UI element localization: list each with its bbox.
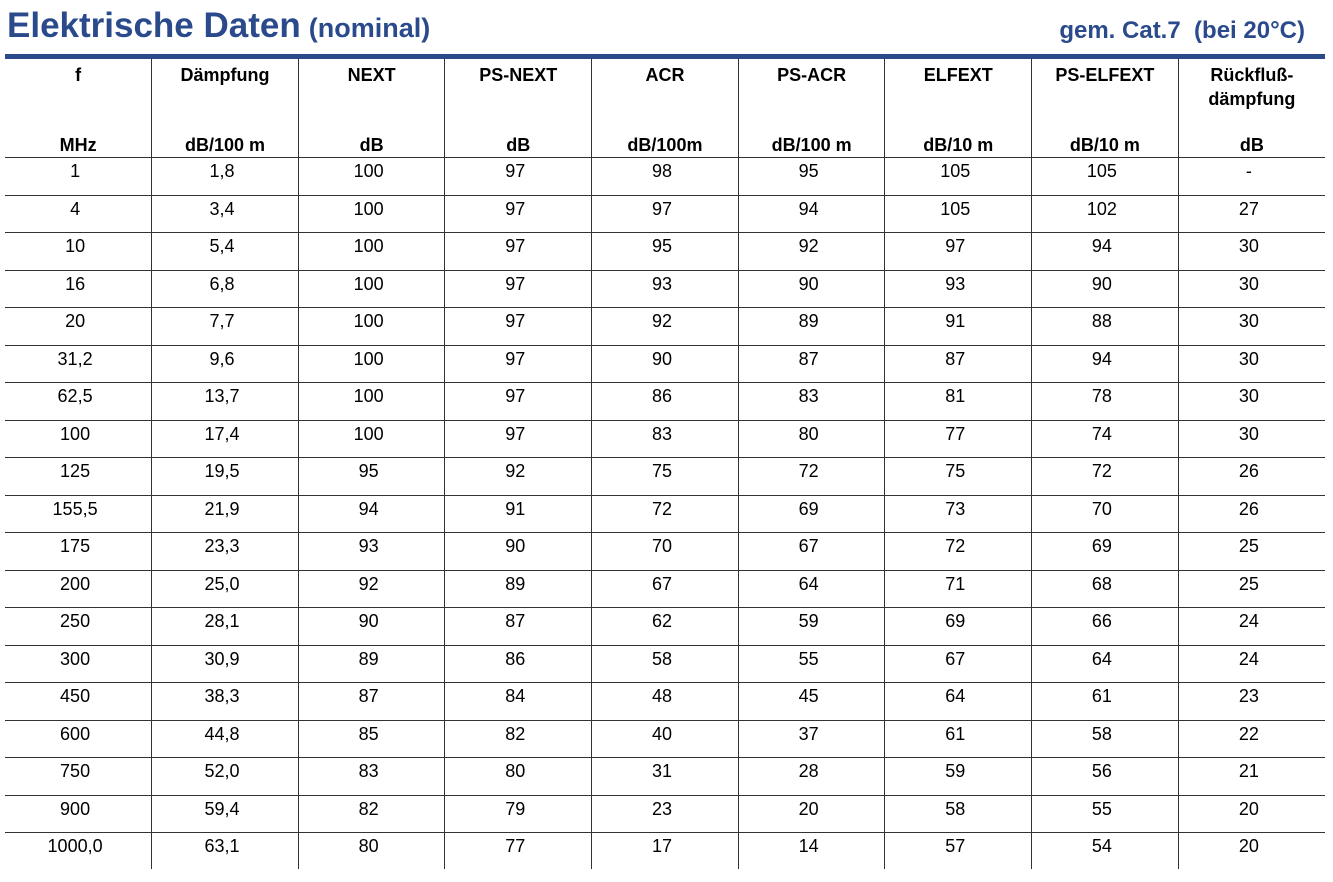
table-cell: 80 — [298, 833, 445, 870]
column-name: Rückfluß- dämpfung — [1208, 65, 1296, 109]
table-cell: 97 — [445, 420, 592, 458]
table-cell: 69 — [738, 495, 885, 533]
table-cell: 30 — [1178, 383, 1325, 421]
table-cell: 87 — [298, 683, 445, 721]
table-cell: 97 — [885, 233, 1032, 271]
table-cell: 57 — [885, 833, 1032, 870]
table-cell: 62 — [592, 608, 739, 646]
table-cell: 61 — [1032, 683, 1179, 721]
table-cell: 83 — [298, 758, 445, 796]
table-cell: 91 — [445, 495, 592, 533]
column-name: PS-NEXT — [479, 65, 558, 85]
table-cell: 94 — [1032, 233, 1179, 271]
table-cell: 40 — [592, 720, 739, 758]
table-cell: 58 — [885, 795, 1032, 833]
table-cell: 45 — [738, 683, 885, 721]
column-header — [885, 59, 1032, 158]
electrical-data-table — [5, 59, 1325, 869]
table-cell: 105 — [885, 158, 1032, 196]
table-cell: 20 — [5, 308, 152, 346]
table-cell: 22 — [1178, 720, 1325, 758]
table-cell: 75 — [885, 458, 1032, 496]
table-cell: 90 — [592, 345, 739, 383]
table-cell: 30 — [1178, 308, 1325, 346]
table-cell: 23,3 — [152, 533, 299, 571]
table-cell: 125 — [5, 458, 152, 496]
table-row — [5, 833, 1325, 870]
table-cell: 89 — [738, 308, 885, 346]
table-cell: 95 — [298, 458, 445, 496]
table-cell: 28 — [738, 758, 885, 796]
table-cell: 450 — [5, 683, 152, 721]
table-cell: 100 — [298, 158, 445, 196]
table-cell: 69 — [885, 608, 1032, 646]
table-body — [5, 158, 1325, 870]
table-cell: 30 — [1178, 270, 1325, 308]
table-cell: 61 — [885, 720, 1032, 758]
table-row — [5, 308, 1325, 346]
table-cell: 900 — [5, 795, 152, 833]
table-cell: 69 — [1032, 533, 1179, 571]
table-cell: 25 — [1178, 533, 1325, 571]
table-cell: 155,5 — [5, 495, 152, 533]
table-cell: 10 — [5, 233, 152, 271]
table-cell: 95 — [738, 158, 885, 196]
table-cell: 30 — [1178, 345, 1325, 383]
table-cell: 9,6 — [152, 345, 299, 383]
table-row — [5, 233, 1325, 271]
table-cell: 750 — [5, 758, 152, 796]
table-cell: 25,0 — [152, 570, 299, 608]
table-cell: 64 — [738, 570, 885, 608]
table-row — [5, 758, 1325, 796]
column-header — [5, 59, 152, 158]
title-main: Elektrische Daten — [7, 6, 301, 45]
table-cell: 92 — [298, 570, 445, 608]
table-cell: 21,9 — [152, 495, 299, 533]
table-cell: 68 — [1032, 570, 1179, 608]
table-cell: 24 — [1178, 645, 1325, 683]
table-cell: 600 — [5, 720, 152, 758]
table-cell: 92 — [445, 458, 592, 496]
table-cell: 59 — [738, 608, 885, 646]
table-cell: 92 — [738, 233, 885, 271]
page-header — [7, 4, 1325, 54]
table-cell: 97 — [445, 233, 592, 271]
table-cell: 20 — [1178, 833, 1325, 870]
table-row — [5, 570, 1325, 608]
column-unit: dB — [359, 135, 384, 155]
table-row — [5, 495, 1325, 533]
table-cell: 200 — [5, 570, 152, 608]
table-cell: 4 — [5, 195, 152, 233]
table-cell: 102 — [1032, 195, 1179, 233]
column-unit: dB/100 m — [771, 135, 852, 155]
table-cell: 31 — [592, 758, 739, 796]
table-cell: 100 — [298, 195, 445, 233]
table-cell: 85 — [298, 720, 445, 758]
column-name: ACR — [645, 65, 685, 85]
table-cell: 1,8 — [152, 158, 299, 196]
table-cell: 84 — [445, 683, 592, 721]
table-cell: 59,4 — [152, 795, 299, 833]
table-cell: 38,3 — [152, 683, 299, 721]
table-cell: 21 — [1178, 758, 1325, 796]
table-cell: 58 — [1032, 720, 1179, 758]
table-cell: 97 — [445, 270, 592, 308]
table-cell: 100 — [298, 308, 445, 346]
table-cell: 97 — [445, 308, 592, 346]
column-header — [738, 59, 885, 158]
column-header — [592, 59, 739, 158]
table-cell: 250 — [5, 608, 152, 646]
column-unit: dB/100m — [627, 135, 703, 155]
table-cell: 77 — [445, 833, 592, 870]
column-name: NEXT — [347, 65, 396, 85]
column-unit: dB/100 m — [184, 135, 265, 155]
table-cell: 23 — [592, 795, 739, 833]
table-cell: 77 — [885, 420, 1032, 458]
table-cell: 80 — [738, 420, 885, 458]
column-header — [152, 59, 299, 158]
column-unit: dB — [1239, 135, 1264, 155]
table-cell: 58 — [592, 645, 739, 683]
table-cell: 62,5 — [5, 383, 152, 421]
table-cell: 24 — [1178, 608, 1325, 646]
table-cell: 14 — [738, 833, 885, 870]
table-cell: 87 — [885, 345, 1032, 383]
column-name: PS-ELFEXT — [1055, 65, 1155, 85]
column-name: f — [75, 65, 82, 85]
table-row — [5, 795, 1325, 833]
table-row — [5, 645, 1325, 683]
table-cell: 71 — [885, 570, 1032, 608]
table-cell: 1 — [5, 158, 152, 196]
table-cell: 82 — [445, 720, 592, 758]
table-cell: 7,7 — [152, 308, 299, 346]
table-cell: 97 — [445, 345, 592, 383]
table-row — [5, 195, 1325, 233]
table-cell: 27 — [1178, 195, 1325, 233]
table-cell: 100 — [298, 420, 445, 458]
table-cell: 63,1 — [152, 833, 299, 870]
column-unit: dB/10 m — [1069, 135, 1140, 155]
table-cell: 67 — [885, 645, 1032, 683]
column-header — [1178, 59, 1325, 158]
table-row — [5, 345, 1325, 383]
table-cell: - — [1178, 158, 1325, 196]
table-cell: 93 — [298, 533, 445, 571]
table-cell: 6,8 — [152, 270, 299, 308]
table-cell: 100 — [298, 383, 445, 421]
table-cell: 67 — [738, 533, 885, 571]
table-cell: 30,9 — [152, 645, 299, 683]
table-cell: 20 — [738, 795, 885, 833]
table-cell: 87 — [738, 345, 885, 383]
table-cell: 87 — [445, 608, 592, 646]
table-cell: 16 — [5, 270, 152, 308]
table-cell: 23 — [1178, 683, 1325, 721]
table-cell: 90 — [738, 270, 885, 308]
table-row — [5, 270, 1325, 308]
table-cell: 5,4 — [152, 233, 299, 271]
table-cell: 30 — [1178, 233, 1325, 271]
column-name: PS-ACR — [777, 65, 847, 85]
column-unit: dB — [506, 135, 531, 155]
table-cell: 89 — [298, 645, 445, 683]
page-title — [7, 6, 430, 46]
table-cell: 97 — [445, 383, 592, 421]
table-cell: 98 — [592, 158, 739, 196]
table-cell: 56 — [1032, 758, 1179, 796]
table-cell: 97 — [445, 195, 592, 233]
table-cell: 64 — [885, 683, 1032, 721]
table-cell: 91 — [885, 308, 1032, 346]
table-cell: 100 — [298, 270, 445, 308]
column-unit: dB/10 m — [923, 135, 994, 155]
table-cell: 25 — [1178, 570, 1325, 608]
table-cell: 67 — [592, 570, 739, 608]
table-cell: 94 — [738, 195, 885, 233]
column-name: ELFEXT — [923, 65, 993, 85]
table-cell: 90 — [298, 608, 445, 646]
table-cell: 70 — [1032, 495, 1179, 533]
table-cell: 83 — [592, 420, 739, 458]
column-header — [445, 59, 592, 158]
table-cell: 100 — [5, 420, 152, 458]
table-cell: 86 — [445, 645, 592, 683]
table-cell: 31,2 — [5, 345, 152, 383]
table-cell: 92 — [592, 308, 739, 346]
table-cell: 1000,0 — [47, 836, 103, 856]
table-cell: 72 — [738, 458, 885, 496]
table-cell: 90 — [445, 533, 592, 571]
table-cell: 72 — [885, 533, 1032, 571]
table-row — [5, 158, 1325, 196]
table-cell: 59 — [885, 758, 1032, 796]
table-cell: 72 — [1032, 458, 1179, 496]
table-cell: 83 — [738, 383, 885, 421]
table-cell: 97 — [592, 195, 739, 233]
table-cell: 90 — [1032, 270, 1179, 308]
table-row — [5, 383, 1325, 421]
table-row — [5, 533, 1325, 571]
table-cell: 30 — [1178, 420, 1325, 458]
table-cell: 89 — [445, 570, 592, 608]
table-cell: 93 — [885, 270, 1032, 308]
table-cell: 300 — [5, 645, 152, 683]
table-cell: 73 — [885, 495, 1032, 533]
table-cell: 52,0 — [152, 758, 299, 796]
table-cell: 26 — [1178, 458, 1325, 496]
table-cell: 55 — [738, 645, 885, 683]
table-cell: 17,4 — [152, 420, 299, 458]
table-cell: 93 — [592, 270, 739, 308]
table-cell: 105 — [885, 195, 1032, 233]
table-cell: 94 — [1032, 345, 1179, 383]
table-row — [5, 608, 1325, 646]
table-cell: 48 — [592, 683, 739, 721]
table-cell: 95 — [592, 233, 739, 271]
table-cell: 64 — [1032, 645, 1179, 683]
table-cell: 74 — [1032, 420, 1179, 458]
table-cell: 70 — [592, 533, 739, 571]
table-cell: 78 — [1032, 383, 1179, 421]
table-cell: 17 — [592, 833, 739, 870]
table-cell: 100 — [298, 345, 445, 383]
table-cell: 175 — [5, 533, 152, 571]
table-cell: 44,8 — [152, 720, 299, 758]
column-unit: MHz — [59, 135, 97, 155]
table-cell: 88 — [1032, 308, 1179, 346]
table-cell: 54 — [1032, 833, 1179, 870]
table-cell: 86 — [592, 383, 739, 421]
column-header — [1032, 59, 1179, 158]
table-cell: 97 — [445, 158, 592, 196]
table-cell: 20 — [1178, 795, 1325, 833]
table-cell: 37 — [738, 720, 885, 758]
table-row — [5, 420, 1325, 458]
table-cell: 26 — [1178, 495, 1325, 533]
table-cell: 3,4 — [152, 195, 299, 233]
spec-note: gem. Cat.7 (bei 20°C) — [1059, 17, 1305, 44]
table-cell: 82 — [298, 795, 445, 833]
title-subtitle: (nominal) — [308, 13, 431, 43]
table-cell: 81 — [885, 383, 1032, 421]
table-cell: 19,5 — [152, 458, 299, 496]
table-cell: 28,1 — [152, 608, 299, 646]
table-cell: 13,7 — [152, 383, 299, 421]
table-cell: 55 — [1032, 795, 1179, 833]
table-cell: 80 — [445, 758, 592, 796]
table-row — [5, 683, 1325, 721]
column-name: Dämpfung — [180, 65, 270, 85]
table-cell: 72 — [592, 495, 739, 533]
column-header — [298, 59, 445, 158]
table-cell: 75 — [592, 458, 739, 496]
table-cell: 66 — [1032, 608, 1179, 646]
header-row — [5, 59, 1325, 158]
table-cell: 100 — [298, 233, 445, 271]
table-cell: 94 — [298, 495, 445, 533]
table-cell: 79 — [445, 795, 592, 833]
table-row — [5, 458, 1325, 496]
table-row — [5, 720, 1325, 758]
table-cell: 105 — [1032, 158, 1179, 196]
